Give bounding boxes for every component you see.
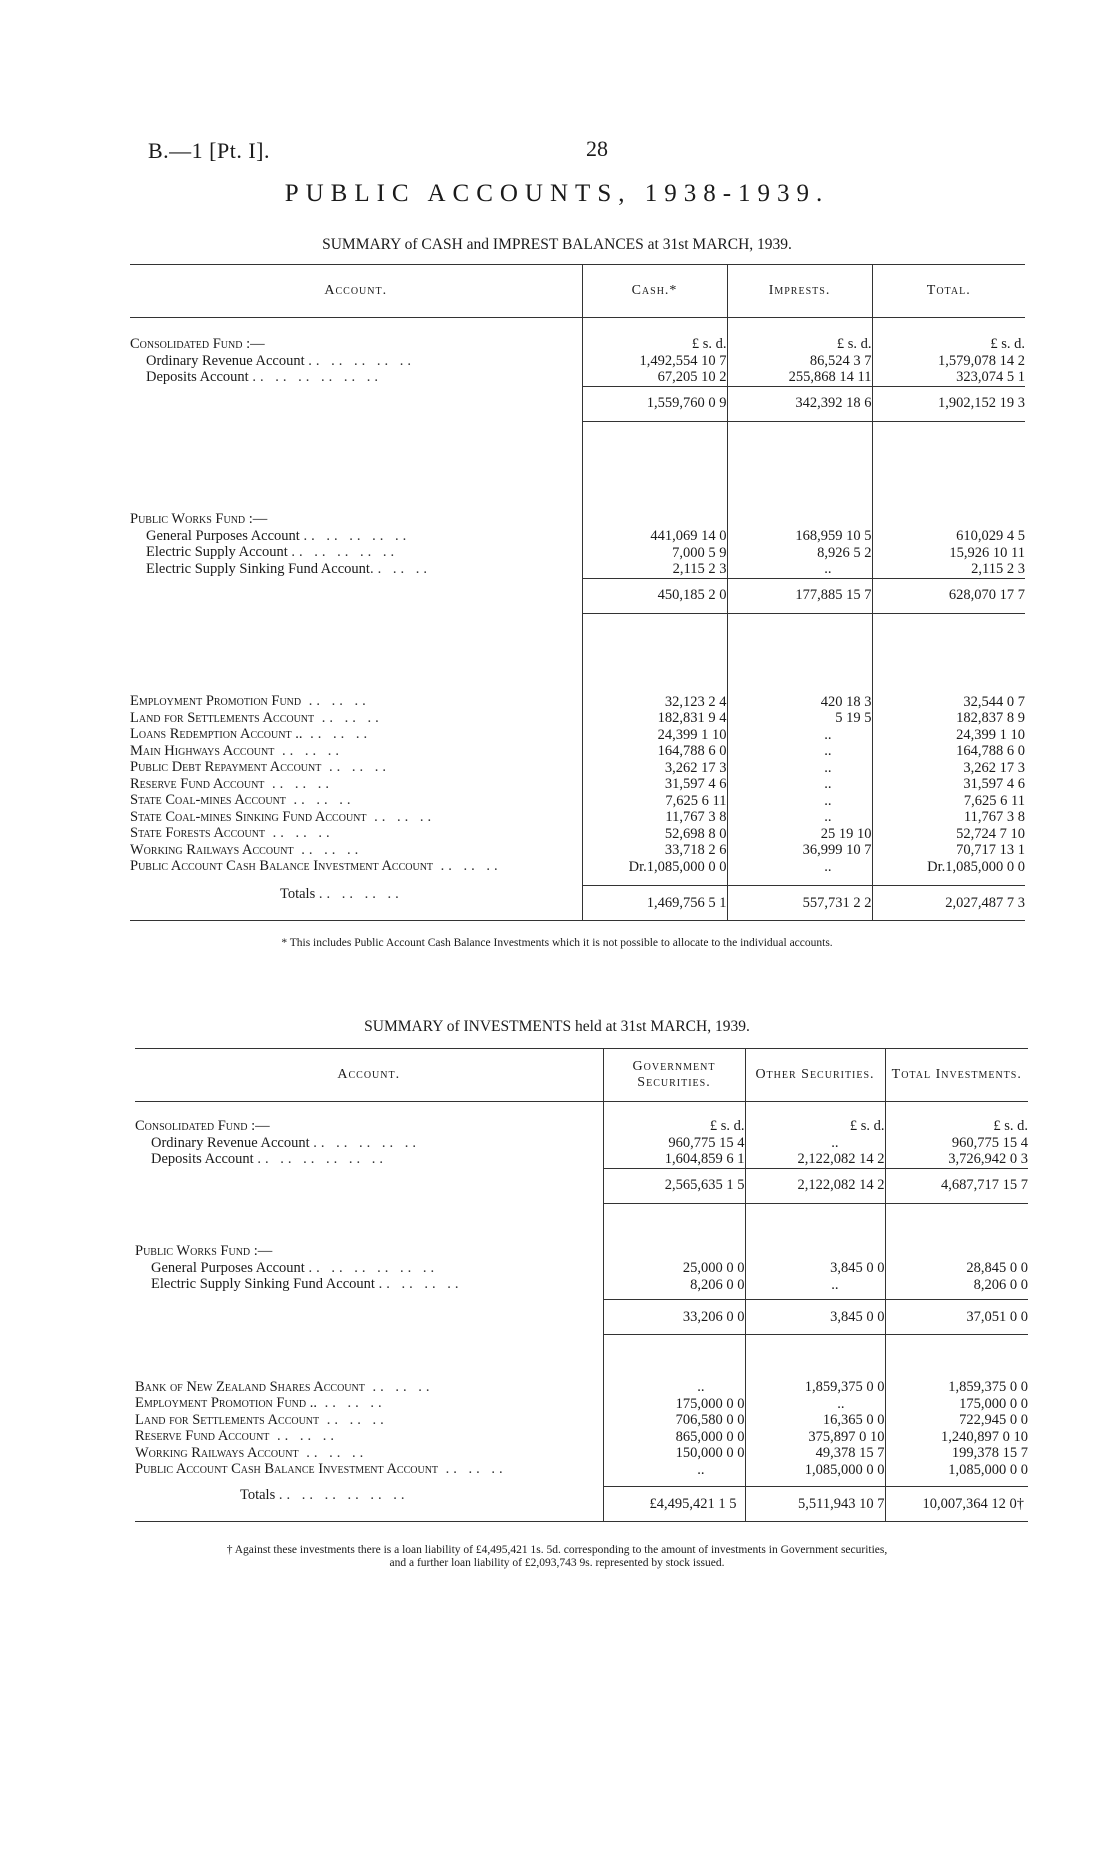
account-value: 1,085,000 0 0 (948, 1461, 1028, 1478)
account-value: 1,859,375 0 0 (804, 1379, 885, 1395)
total-values (872, 613, 1025, 886)
other-securities-values (745, 1335, 885, 1487)
account-value: 865,000 0 0 (675, 1428, 745, 1445)
account-value: 199,378 15 7 (951, 1445, 1028, 1461)
account-value: 164,788 6 0 (657, 743, 727, 759)
cash-values: 441,069 14 0 7,000 5 9 2,115 2 3 (582, 421, 727, 578)
account-value: 5 19 5 (835, 710, 872, 726)
investments-table (135, 1048, 1028, 1522)
other-securities-values: 3,845 0 0 .. (745, 1203, 885, 1300)
col-header-imprests: Imprests. (727, 265, 872, 318)
government-values (603, 1335, 745, 1487)
total-investment-values: £ s. d. 960,775 15 4 3,726,942 0 3 (885, 1102, 1028, 1169)
group-consolidated-fund: Consolidated Fund :— Ordinary Revenue Account .. .. .. .. .. Deposits Account .. .. .. .. .. .. (135, 1118, 421, 1167)
account-label: Public Account Cash Balance Investment Account .. .. .. (135, 1461, 507, 1477)
cash-summary-title: SUMMARY of CASH and IMPREST BALANCES at 31st MARCH, 1939. (322, 236, 792, 253)
account-label: State Forests Account .. .. .. (130, 825, 334, 841)
account-value: 24,399 1 10 (657, 726, 727, 743)
account-value: 1,085,000 0 0 (804, 1461, 885, 1478)
account-value: Dr.1,085,000 0 0 (927, 858, 1025, 875)
account-label: State Coal-mines Sinking Fund Account .. .. .. (130, 808, 436, 825)
government-values: £ s. d. 960,775 15 4 1,604,859 6 1 (603, 1102, 745, 1169)
account-value: 32,123 2 4 (664, 693, 727, 710)
account-value: .. (824, 776, 832, 792)
group-consolidated-fund: Consolidated Fund :— Ordinary Revenue Account .. .. .. .. .. Deposits Account .. .. .. .. .. .. (130, 336, 416, 385)
account-value: 7,625 6 11 (963, 792, 1025, 809)
col-header-account: Account. (130, 265, 582, 318)
account-value: 31,597 4 6 (664, 776, 727, 792)
col-header-government-securities: Government Securities. (603, 1049, 745, 1102)
col-header-cash: Cash.* (582, 265, 727, 318)
account-label: Employment Promotion Fund .. .. .. .. (135, 1395, 386, 1411)
account-value: .. (824, 858, 832, 875)
subtotal-row: 1,559,760 0 9 342,392 18 6 1,902,152 19 3 (130, 386, 1025, 421)
total-investment-values: 28,845 0 0 8,206 0 0 (885, 1203, 1028, 1300)
account-value: 175,000 0 0 (959, 1395, 1028, 1412)
col-header-other-securities: Other Securities. (745, 1049, 885, 1102)
account-value: .. (824, 809, 832, 825)
account-value: 1,859,375 0 0 (948, 1379, 1028, 1395)
government-values: 25,000 0 0 8,206 0 0 (603, 1203, 745, 1300)
account-value: 7,625 6 11 (665, 792, 727, 809)
account-value: 182,831 9 4 (657, 710, 727, 726)
account-value: 33,718 2 6 (664, 842, 727, 858)
col-header-account: Account. (135, 1049, 603, 1102)
imprest-values (727, 613, 872, 886)
account-value: 722,945 0 0 (959, 1412, 1028, 1428)
total-values: £ s. d. 1,579,078 14 2 323,074 5 1 (872, 318, 1025, 387)
account-value: 164,788 6 0 (956, 743, 1025, 759)
account-label: Reserve Fund Account .. .. .. (130, 775, 334, 792)
account-value: 175,000 0 0 (675, 1395, 745, 1412)
investments-footnote: † Against these investments there is a loan liability of £4,495,421 1s. 5d. corresponding to the amount of investments in Government securities, and a further loan liability of £2,093,743 9s. represented by stock issued. (226, 1544, 888, 1569)
account-value: .. (837, 1395, 845, 1412)
account-label: Main Highways Account .. .. .. (130, 742, 343, 759)
account-value: 16,365 0 0 (822, 1412, 885, 1428)
account-label: State Coal-mines Account .. .. .. (130, 792, 355, 808)
account-value: 25 19 10 (820, 825, 872, 842)
account-value: 31,597 4 6 (963, 776, 1025, 792)
account-value: 1,240,897 0 10 (941, 1428, 1028, 1445)
total-values: 610,029 4 5 15,926 10 11 2,115 2 3 (872, 421, 1025, 578)
investments-summary-title: SUMMARY of INVESTMENTS held at 31st MARCH, 1939. (364, 1018, 750, 1035)
account-value: 11,767 3 8 (665, 809, 727, 825)
account-value: .. (697, 1379, 705, 1395)
account-value: Dr.1,085,000 0 0 (628, 858, 727, 875)
page-number: 28 (586, 136, 608, 161)
account-value: 32,544 0 7 (963, 693, 1025, 710)
totals-row: Totals .. .. .. .. 1,469,756 5 1 557,731 2 2 2,027,487 7 3 (130, 886, 1025, 921)
cash-values (582, 613, 727, 886)
group-public-works-fund: Public Works Fund :— General Purposes Account .. .. .. .. .. .. Electric Supply Sinking Fund Account .. .. .. .. (135, 1243, 463, 1292)
account-value: .. (824, 743, 832, 759)
other-accounts-labels (130, 613, 582, 886)
cash-imprest-table (130, 264, 1025, 921)
account-value: 11,767 3 8 (963, 809, 1025, 825)
account-label: Land for Settlements Account .. .. .. (135, 1411, 388, 1428)
account-label: Employment Promotion Fund .. .. .. (130, 693, 370, 709)
account-value: .. (824, 792, 832, 809)
total-investment-values (885, 1335, 1028, 1487)
totals-row: Totals .. .. .. .. .. .. £4,495,421 1 5 5,511,943 10 7 10,007,364 12 0† (135, 1487, 1028, 1522)
account-value: .. (697, 1461, 705, 1478)
account-value: 3,262 17 3 (963, 759, 1025, 776)
cash-footnote: * This includes Public Account Cash Balance Investments which it is not possible to allocate to the individual accounts. (281, 937, 833, 949)
group-public-works-fund: Public Works Fund :— General Purposes Account .. .. .. .. .. Electric Supply Account .. .. .. .. .. Electric Supply Sinking Fund Account.. .. .. (130, 511, 431, 577)
account-label: Public Account Cash Balance Investment Account .. .. .. (130, 858, 502, 874)
account-value: .. (824, 726, 832, 743)
subtotal-row: 2,565,635 1 5 2,122,082 14 2 4,687,717 15 7 (135, 1168, 1028, 1203)
account-value: 375,897 0 10 (808, 1428, 885, 1445)
account-value: 52,724 7 10 (956, 825, 1025, 842)
page-reference: B.—1 [Pt. I]. (148, 138, 270, 163)
account-label: Loans Redemption Account .. .. .. .. (130, 726, 372, 742)
col-header-total-investments: Total Investments. (885, 1049, 1028, 1102)
account-value: 24,399 1 10 (956, 726, 1025, 743)
account-value: 49,378 15 7 (815, 1445, 885, 1461)
account-value: 52,698 8 0 (664, 825, 727, 842)
account-label: Land for Settlements Account .. .. .. (130, 709, 383, 726)
subtotal-row: 33,206 0 0 3,845 0 0 37,051 0 0 (135, 1300, 1028, 1335)
other-securities-values: £ s. d. .. 2,122,082 14 2 (745, 1102, 885, 1169)
account-value: 706,580 0 0 (675, 1412, 745, 1428)
imprest-values: 168,959 10 5 8,926 5 2 .. (727, 421, 872, 578)
imprest-values: £ s. d. 86,524 3 7 255,868 14 11 (727, 318, 872, 387)
account-value: 182,837 8 9 (956, 710, 1025, 726)
col-header-total: Total. (872, 265, 1025, 318)
account-label: Public Debt Repayment Account .. .. .. (130, 759, 390, 775)
account-label: Bank of New Zealand Shares Account .. .. .. (135, 1378, 434, 1395)
page-title: PUBLIC ACCOUNTS, 1938-1939. (284, 180, 830, 207)
account-value: .. (824, 759, 832, 776)
account-value: 150,000 0 0 (675, 1445, 745, 1461)
cash-values: £ s. d. 1,492,554 10 7 67,205 10 2 (582, 318, 727, 387)
account-label: Working Railways Account .. .. .. (130, 841, 363, 858)
other-accounts-labels (135, 1335, 603, 1487)
account-value: 70,717 13 1 (956, 842, 1025, 858)
account-value: 36,999 10 7 (802, 842, 872, 858)
account-label: Reserve Fund Account .. .. .. (135, 1428, 339, 1444)
subtotal-row: 450,185 2 0 177,885 15 7 628,070 17 7 (130, 578, 1025, 613)
account-label: Working Railways Account .. .. .. (135, 1444, 368, 1461)
account-value: 3,262 17 3 (664, 759, 727, 776)
account-value: 420 18 3 (820, 693, 872, 710)
